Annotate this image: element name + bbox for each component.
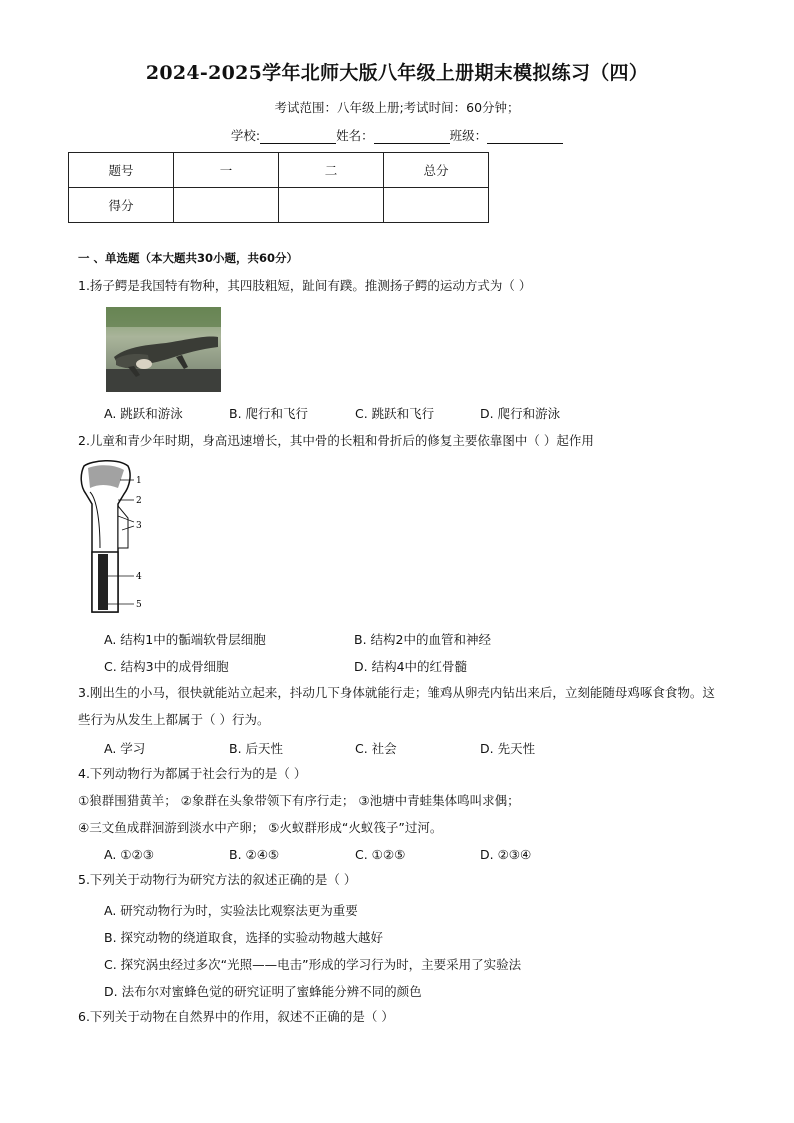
option-d[interactable]: D. 法布尔对蜜蜂色觉的研究证明了蜜蜂能分辨不同的颜色 — [104, 984, 422, 999]
score-cell: 得分 — [69, 188, 174, 223]
label-2: 2 — [136, 496, 142, 506]
question-3-stem: 3.刚出生的小马，很快就能站立起来，抖动几下身体就能行走；雏鸡从卵壳内钻出来后，立刻能随母鸡啄食食物。这些行为从发生上都属于（ ）行为。 — [78, 685, 715, 727]
option-d[interactable]: D. ②③④ — [480, 847, 532, 862]
option-d[interactable]: D. 结构4中的红骨髓 — [354, 659, 468, 674]
option-c[interactable]: C. 跳跃和飞行 — [355, 406, 435, 421]
question-4-stem: 4.下列动物行为都属于社会行为的是（ ） — [78, 766, 307, 781]
class-blank[interactable] — [487, 129, 563, 144]
option-b[interactable]: B. 结构2中的血管和神经 — [354, 632, 491, 647]
score-cell: 总分 — [384, 153, 489, 188]
option-c[interactable]: C. 结构3中的成骨细胞 — [104, 659, 229, 674]
question-4-items-line1: ①狼群围猎黄羊； ②象群在头象带领下有序行走； ③池塘中青蛙集体鸣叫求偶； — [78, 793, 520, 808]
option-a[interactable]: A. 研究动物行为时，实验法比观察法更为重要 — [104, 903, 358, 918]
option-a[interactable]: A. ①②③ — [104, 847, 154, 862]
section-heading: 一 、单选题（本大题共30小题，共60分） — [78, 251, 299, 265]
label-5: 5 — [136, 600, 142, 610]
score-cell: 一 — [174, 153, 279, 188]
option-d[interactable]: D. 爬行和游泳 — [480, 406, 561, 421]
question-5-stem: 5.下列关于动物行为研究方法的叙述正确的是（ ） — [78, 872, 357, 887]
score-cell: 二 — [279, 153, 384, 188]
question-6-stem: 6.下列关于动物在自然界中的作用，叙述不正确的是（ ） — [78, 1009, 394, 1024]
question-2-stem: 2.儿童和青少年时期，身高迅速增长，其中骨的长粗和骨折后的修复主要依靠图中（ ）起作用 — [78, 433, 594, 448]
option-b[interactable]: B. 后天性 — [229, 741, 284, 756]
name-blank[interactable] — [374, 129, 450, 144]
score-table-header-row — [69, 153, 489, 188]
score-table — [68, 152, 489, 223]
option-a[interactable]: A. 跳跃和游泳 — [104, 406, 183, 421]
alligator-photo — [106, 307, 221, 392]
question-1-stem: 1.扬子鳄是我国特有物种，其四肢粗短，趾间有蹼。推测扬子鳄的运动方式为（ ） — [78, 278, 532, 293]
option-b[interactable]: B. ②④⑤ — [229, 847, 280, 862]
long-bone-diagram — [78, 458, 148, 618]
student-info-line — [0, 126, 794, 144]
label-3: 3 — [136, 521, 142, 531]
option-b[interactable]: B. 探究动物的绕道取食，选择的实验动物越大越好 — [104, 930, 384, 945]
option-b[interactable]: B. 爬行和飞行 — [229, 406, 309, 421]
score-cell: 题号 — [69, 153, 174, 188]
name-label: 姓名： — [336, 128, 374, 143]
score-table-score-row — [69, 188, 489, 223]
option-c[interactable]: C. 探究涡虫经过多次“光照——电击”形成的学习行为时，主要采用了实验法 — [104, 957, 522, 972]
option-a[interactable]: A. 学习 — [104, 741, 146, 756]
school-blank[interactable] — [260, 129, 336, 144]
label-4: 4 — [136, 572, 142, 582]
class-label: 班级： — [449, 128, 488, 143]
label-1: 1 — [136, 476, 142, 486]
score-input-cell[interactable] — [384, 188, 489, 223]
option-c[interactable]: C. 社会 — [355, 741, 397, 756]
option-d[interactable]: D. 先天性 — [480, 741, 536, 756]
option-c[interactable]: C. ①②⑤ — [355, 847, 406, 862]
option-a[interactable]: A. 结构1中的骺端软骨层细胞 — [104, 632, 266, 647]
score-input-cell[interactable] — [174, 188, 279, 223]
school-label: 学校: — [230, 128, 261, 143]
score-input-cell[interactable] — [279, 188, 384, 223]
exam-info: 考试范围：八年级上册;考试时间：60分钟； — [274, 100, 520, 115]
page-title: 2024-2025学年北师大版八年级上册期末模拟练习（四） — [145, 62, 649, 84]
question-4-items-line2: ④三文鱼成群洄游到淡水中产卵； ⑤火蚁群形成“火蚁筏子”过河。 — [78, 820, 443, 835]
